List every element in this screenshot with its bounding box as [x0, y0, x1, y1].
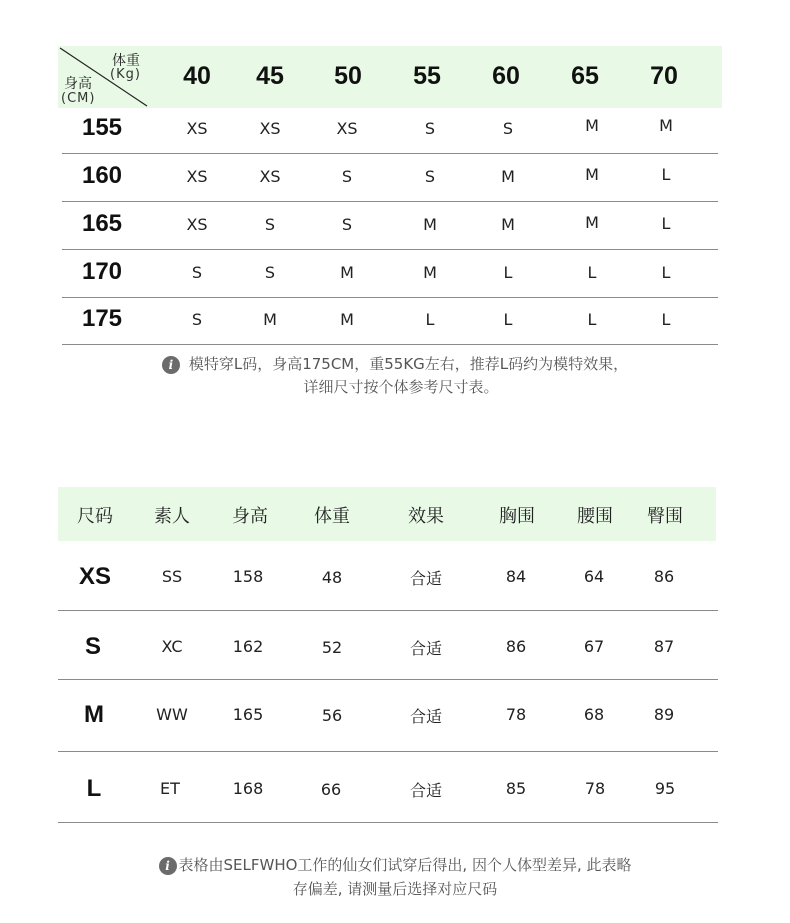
size-cell: L [661, 263, 671, 282]
size-cell: XS [78, 563, 111, 590]
table-row [62, 154, 718, 202]
size-cell: L [587, 263, 597, 282]
weight-col-header: 40 [183, 62, 211, 90]
size-cell: XS [259, 167, 281, 186]
size-cell: S [341, 215, 353, 234]
col-header-fit: 效果 [408, 506, 444, 527]
weight-cell: 48 [321, 568, 343, 587]
size-chart-header [58, 46, 722, 108]
size-cell: L [503, 310, 513, 329]
waist-cell: 64 [583, 567, 605, 586]
weight-col-header: 50 [334, 62, 362, 90]
table-row [62, 202, 718, 250]
fit-cell: 合适 [409, 569, 442, 588]
size-cell: S [84, 633, 101, 660]
size-cell: M [423, 215, 437, 234]
height-cell: 165 [81, 210, 123, 237]
weight-cell: 66 [320, 780, 342, 799]
weight-cell: 56 [321, 706, 343, 725]
waist-cell: 67 [583, 637, 605, 656]
size-cell: XS [186, 215, 208, 234]
bust-cell: 86 [505, 637, 527, 656]
weight-col-header: 60 [492, 62, 520, 90]
size-cell: M [263, 310, 277, 329]
hip-cell: 86 [653, 567, 675, 586]
weight-col-header: 70 [650, 62, 678, 90]
size-cell: M [585, 165, 599, 184]
col-header-hip: 臀围 [647, 506, 683, 527]
col-header-waist: 腰围 [577, 506, 613, 527]
col-header-size: 尺码 [77, 506, 113, 527]
size-cell: M [423, 263, 437, 282]
hip-cell: 95 [654, 779, 676, 798]
size-cell: XS [336, 119, 358, 138]
size-cell: S [424, 119, 436, 138]
hip-cell: 89 [653, 705, 675, 724]
size-cell: S [191, 310, 203, 329]
size-cell: S [264, 215, 276, 234]
size-cell: S [341, 167, 353, 186]
size-cell: M [501, 215, 515, 234]
note-text: 表格由SELFWHO工作的仙女们试穿后得出, 因个人体型差异, 此表略 [178, 856, 632, 874]
size-cell: XS [259, 119, 281, 138]
size-cell: M [659, 116, 673, 135]
model-note [0, 353, 790, 374]
height-cell: 170 [81, 258, 123, 285]
size-cell: S [264, 263, 276, 282]
size-cell: L [425, 310, 435, 329]
table-row [62, 250, 718, 298]
height-cell: 155 [81, 114, 123, 141]
height-label: 身高 [64, 76, 92, 92]
size-cell: M [340, 263, 354, 282]
size-cell: L [587, 310, 597, 329]
measurement-note-line2: 存偏差, 请测量后选择对应尺码 [292, 880, 498, 898]
model-cell: WW [156, 705, 188, 724]
height-unit: (CM) [61, 91, 96, 106]
size-cell: XS [186, 167, 208, 186]
col-header-bust: 胸围 [499, 506, 535, 527]
weight-label: 体重 [112, 53, 140, 69]
height-cell: 160 [81, 162, 123, 189]
weight-cell: 52 [321, 638, 343, 657]
size-cell: L [661, 310, 671, 329]
bust-cell: 85 [505, 779, 527, 798]
bust-cell: 84 [505, 567, 527, 586]
size-cell: L [661, 214, 671, 233]
size-cell: M [340, 310, 354, 329]
size-cell: M [585, 116, 599, 135]
height-cell: 168 [232, 779, 264, 798]
col-header-height: 身高 [232, 506, 268, 527]
weight-col-header: 45 [256, 62, 284, 90]
size-cell: S [191, 263, 203, 282]
height-cell: 175 [81, 305, 123, 332]
col-header-model: 素人 [154, 506, 190, 527]
weight-col-header: 65 [571, 62, 599, 90]
model-note-line2: 详细尺寸按个体参考尺寸表。 [303, 378, 499, 396]
size-cell: M [501, 167, 515, 186]
height-cell: 158 [232, 567, 264, 586]
height-cell: 162 [232, 637, 264, 656]
info-icon: i [159, 857, 177, 875]
table-row [62, 106, 718, 154]
weight-unit: (Kg) [110, 67, 141, 82]
waist-cell: 68 [583, 705, 605, 724]
size-cell: S [424, 167, 436, 186]
fit-cell: 合适 [409, 639, 442, 658]
model-cell: ET [160, 779, 180, 798]
size-cell: L [86, 775, 102, 802]
weight-col-header: 55 [413, 62, 441, 90]
fit-cell: 合适 [409, 707, 442, 726]
corner-header [58, 46, 148, 108]
col-header-weight: 体重 [314, 506, 350, 527]
height-cell: 165 [232, 705, 264, 724]
size-cell: L [503, 263, 513, 282]
info-icon: i [162, 356, 180, 374]
size-cell: L [661, 165, 671, 184]
waist-cell: 78 [584, 779, 606, 798]
measurement-note [0, 854, 790, 875]
fit-cell: 合适 [409, 781, 442, 800]
size-cell: M [84, 701, 104, 728]
bust-cell: 78 [505, 705, 527, 724]
size-cell: XS [186, 119, 208, 138]
table-row [62, 297, 718, 345]
hip-cell: 87 [653, 637, 675, 656]
size-cell: M [585, 213, 599, 232]
note-text: 模特穿L码，身高175CM，重55KG左右，推荐L码约为模特效果， [188, 355, 629, 373]
model-cell: SS [161, 567, 183, 586]
size-cell: S [502, 119, 514, 138]
model-cell: XC [161, 637, 183, 656]
